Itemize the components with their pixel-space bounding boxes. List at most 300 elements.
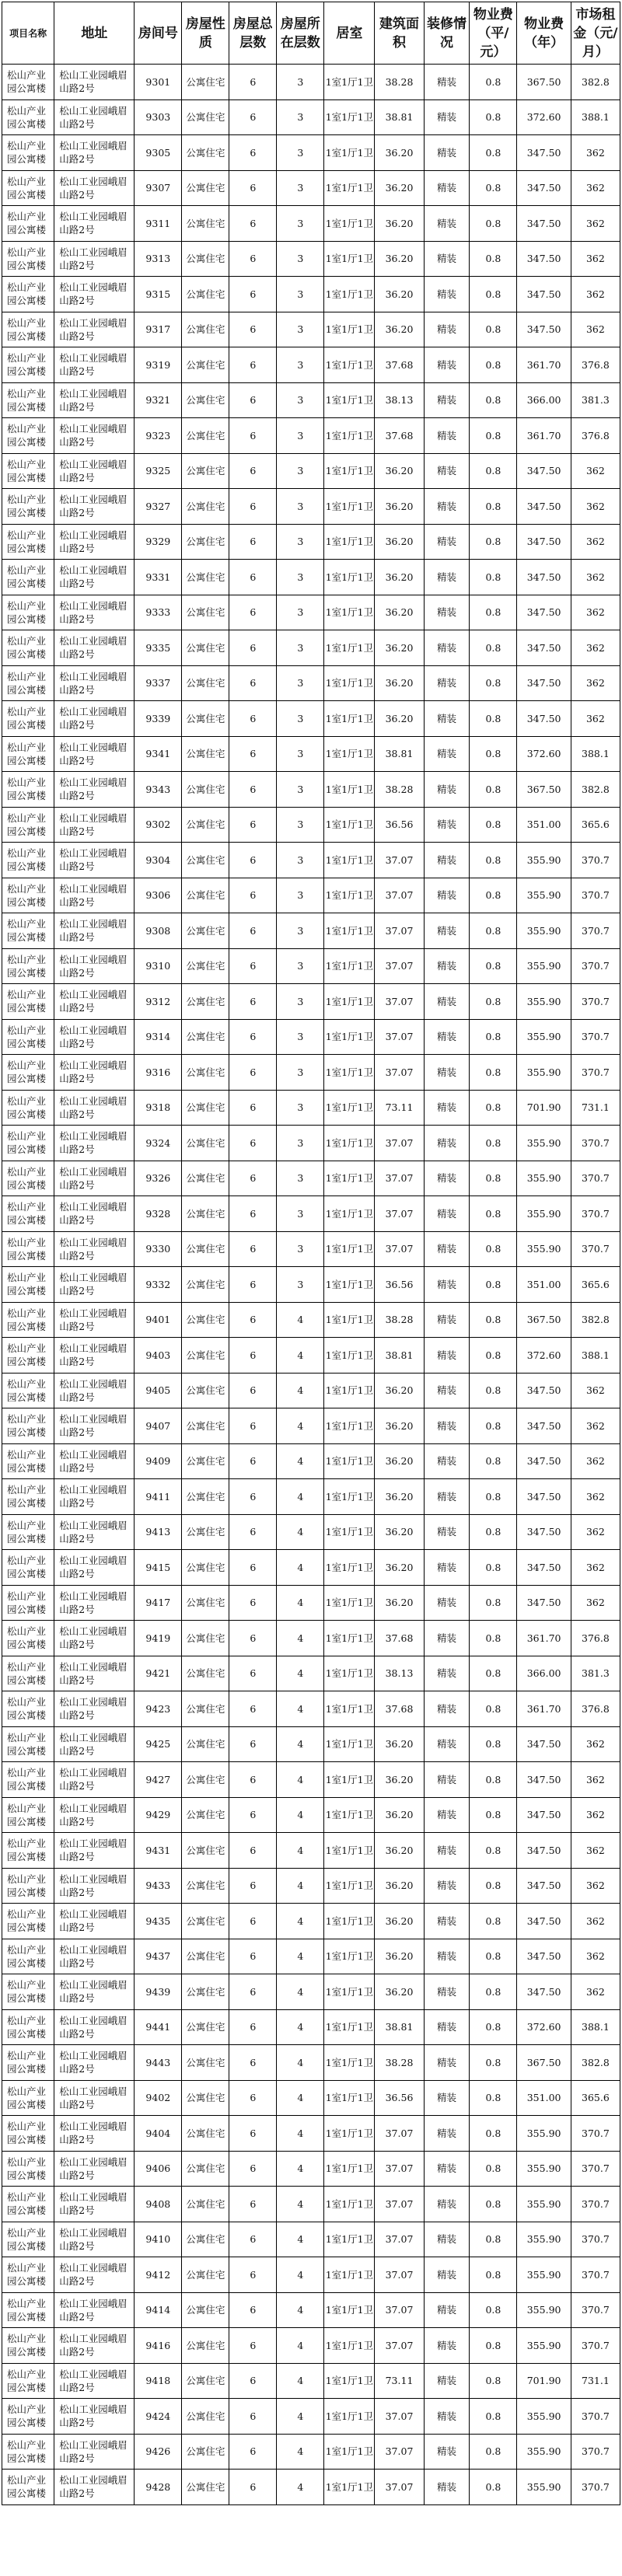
cell-layout: 1室1厅1卫 <box>324 347 375 383</box>
cell-project-name: 松山产业园公寓楼 <box>2 2399 54 2435</box>
cell-floor: 3 <box>277 984 324 1020</box>
cell-floor: 3 <box>277 1161 324 1196</box>
cell-floor: 4 <box>277 1904 324 1939</box>
cell-market-rent: 382.8 <box>571 2045 620 2081</box>
cell-property-type: 公寓住宅 <box>182 206 229 242</box>
cell-layout: 1室1厅1卫 <box>324 1868 375 1904</box>
cell-property-fee-year: 351.00 <box>517 1267 571 1303</box>
cell-layout: 1室1厅1卫 <box>324 2399 375 2435</box>
cell-layout: 1室1厅1卫 <box>324 1833 375 1869</box>
table-row <box>2 2292 620 2328</box>
cell-decoration: 精装 <box>424 1797 470 1833</box>
cell-room-number: 9416 <box>135 2328 182 2364</box>
cell-project-name: 松山产业园公寓楼 <box>2 1762 54 1798</box>
room-rent-table <box>2 2 620 2505</box>
cell-decoration: 精装 <box>424 913 470 949</box>
cell-market-rent: 370.7 <box>571 1231 620 1267</box>
cell-property-type: 公寓住宅 <box>182 1974 229 2010</box>
table-row <box>2 560 620 595</box>
cell-area: 73.11 <box>375 1090 424 1126</box>
cell-decoration: 精装 <box>424 1479 470 1515</box>
cell-area: 37.07 <box>375 2187 424 2222</box>
cell-project-name: 松山产业园公寓楼 <box>2 1019 54 1055</box>
table-row <box>2 1868 620 1904</box>
cell-property-fee-rate: 0.8 <box>470 948 517 984</box>
cell-decoration: 精装 <box>424 2328 470 2364</box>
table-row <box>2 807 620 843</box>
cell-decoration: 精装 <box>424 1267 470 1303</box>
cell-market-rent: 370.7 <box>571 2257 620 2293</box>
table-row <box>2 1833 620 1869</box>
cell-room-number: 9417 <box>135 1585 182 1621</box>
cell-property-fee-year: 347.50 <box>517 1939 571 1974</box>
cell-property-type: 公寓住宅 <box>182 1338 229 1374</box>
cell-property-type: 公寓住宅 <box>182 2187 229 2222</box>
cell-market-rent: 362 <box>571 1797 620 1833</box>
cell-address: 松山工业园峨眉山路2号 <box>54 1691 135 1727</box>
cell-area: 36.20 <box>375 1974 424 2010</box>
cell-room-number: 9404 <box>135 2116 182 2152</box>
cell-property-fee-year: 701.90 <box>517 2363 571 2399</box>
cell-property-fee-year: 347.50 <box>517 1514 571 1550</box>
cell-room-number: 9330 <box>135 1231 182 1267</box>
cell-area: 38.81 <box>375 736 424 772</box>
cell-market-rent: 362 <box>571 701 620 737</box>
cell-property-fee-rate: 0.8 <box>470 2292 517 2328</box>
cell-decoration: 精装 <box>424 2009 470 2045</box>
cell-room-number: 9316 <box>135 1055 182 1091</box>
cell-room-number: 9331 <box>135 560 182 595</box>
cell-decoration: 精装 <box>424 453 470 489</box>
cell-market-rent: 381.3 <box>571 382 620 418</box>
cell-market-rent: 370.7 <box>571 843 620 878</box>
cell-total-floors: 6 <box>229 2116 277 2152</box>
cell-property-fee-year: 361.70 <box>517 347 571 383</box>
table-row <box>2 1974 620 2010</box>
cell-total-floors: 6 <box>229 1514 277 1550</box>
cell-room-number: 9326 <box>135 1161 182 1196</box>
cell-area: 37.07 <box>375 878 424 913</box>
cell-room-number: 9415 <box>135 1550 182 1586</box>
cell-property-type: 公寓住宅 <box>182 2328 229 2364</box>
cell-property-fee-rate: 0.8 <box>470 2363 517 2399</box>
cell-property-fee-rate: 0.8 <box>470 1126 517 1161</box>
table-row <box>2 1585 620 1621</box>
cell-market-rent: 365.6 <box>571 2080 620 2116</box>
cell-project-name: 松山产业园公寓楼 <box>2 807 54 843</box>
cell-floor: 4 <box>277 1974 324 2010</box>
table-row <box>2 1514 620 1550</box>
cell-property-fee-year: 361.70 <box>517 418 571 454</box>
cell-area: 37.68 <box>375 1691 424 1727</box>
header-project-name: 项目名称 <box>2 2 54 65</box>
cell-area: 36.20 <box>375 1550 424 1586</box>
cell-layout: 1室1厅1卫 <box>324 1904 375 1939</box>
cell-property-type: 公寓住宅 <box>182 1762 229 1798</box>
cell-property-type: 公寓住宅 <box>182 2470 229 2505</box>
cell-project-name: 松山产业园公寓楼 <box>2 65 54 100</box>
cell-market-rent: 362 <box>571 453 620 489</box>
cell-property-fee-rate: 0.8 <box>470 1691 517 1727</box>
cell-room-number: 9429 <box>135 1797 182 1833</box>
cell-property-fee-rate: 0.8 <box>470 2328 517 2364</box>
cell-address: 松山工业园峨眉山路2号 <box>54 1797 135 1833</box>
cell-decoration: 精装 <box>424 1833 470 1869</box>
cell-layout: 1室1厅1卫 <box>324 1479 375 1515</box>
cell-decoration: 精装 <box>424 382 470 418</box>
cell-total-floors: 6 <box>229 948 277 984</box>
cell-address: 松山工业园峨眉山路2号 <box>54 1373 135 1408</box>
cell-property-fee-year: 347.50 <box>517 1373 571 1408</box>
cell-area: 37.07 <box>375 2434 424 2470</box>
cell-area: 36.20 <box>375 1904 424 1939</box>
cell-room-number: 9306 <box>135 878 182 913</box>
cell-floor: 4 <box>277 2328 324 2364</box>
cell-property-type: 公寓住宅 <box>182 170 229 206</box>
cell-property-fee-rate: 0.8 <box>470 135 517 171</box>
cell-area: 36.56 <box>375 807 424 843</box>
cell-market-rent: 388.1 <box>571 2009 620 2045</box>
cell-floor: 4 <box>277 2151 324 2187</box>
header-property-fee-year: 物业费（年） <box>517 2 571 65</box>
cell-property-type: 公寓住宅 <box>182 595 229 630</box>
cell-total-floors: 6 <box>229 1055 277 1091</box>
table-row <box>2 878 620 913</box>
cell-market-rent: 376.8 <box>571 1621 620 1656</box>
cell-room-number: 9307 <box>135 170 182 206</box>
cell-property-fee-year: 372.60 <box>517 99 571 135</box>
cell-market-rent: 362 <box>571 1868 620 1904</box>
cell-market-rent: 362 <box>571 1585 620 1621</box>
cell-area: 37.07 <box>375 2328 424 2364</box>
cell-market-rent: 362 <box>571 1514 620 1550</box>
cell-total-floors: 6 <box>229 2434 277 2470</box>
cell-room-number: 9411 <box>135 1479 182 1515</box>
cell-market-rent: 370.7 <box>571 984 620 1020</box>
table-row <box>2 1126 620 1161</box>
cell-room-number: 9428 <box>135 2470 182 2505</box>
cell-address: 松山工业园峨眉山路2号 <box>54 1868 135 1904</box>
cell-floor: 3 <box>277 489 324 525</box>
table-row <box>2 665 620 701</box>
cell-project-name: 松山产业园公寓楼 <box>2 2009 54 2045</box>
cell-total-floors: 6 <box>229 1196 277 1232</box>
cell-property-fee-rate: 0.8 <box>470 99 517 135</box>
cell-area: 36.20 <box>375 1833 424 1869</box>
cell-property-fee-rate: 0.8 <box>470 843 517 878</box>
cell-property-fee-rate: 0.8 <box>470 382 517 418</box>
cell-decoration: 精装 <box>424 1656 470 1691</box>
cell-address: 松山工业园峨眉山路2号 <box>54 453 135 489</box>
cell-area: 37.68 <box>375 418 424 454</box>
cell-property-type: 公寓住宅 <box>182 99 229 135</box>
cell-decoration: 精装 <box>424 2470 470 2505</box>
cell-room-number: 9313 <box>135 241 182 277</box>
cell-layout: 1室1厅1卫 <box>324 1126 375 1161</box>
cell-market-rent: 376.8 <box>571 1691 620 1727</box>
cell-property-fee-rate: 0.8 <box>470 1797 517 1833</box>
cell-market-rent: 370.7 <box>571 2187 620 2222</box>
cell-area: 38.81 <box>375 2009 424 2045</box>
cell-property-fee-year: 355.90 <box>517 2399 571 2435</box>
cell-address: 松山工业园峨眉山路2号 <box>54 2116 135 2152</box>
cell-address: 松山工业园峨眉山路2号 <box>54 1302 135 1338</box>
cell-room-number: 9414 <box>135 2292 182 2328</box>
cell-address: 松山工业园峨眉山路2号 <box>54 1621 135 1656</box>
cell-decoration: 精装 <box>424 1196 470 1232</box>
cell-address: 松山工业园峨眉山路2号 <box>54 772 135 808</box>
cell-layout: 1室1厅1卫 <box>324 241 375 277</box>
cell-total-floors: 6 <box>229 170 277 206</box>
table-row <box>2 1161 620 1196</box>
cell-area: 37.07 <box>375 2470 424 2505</box>
cell-property-type: 公寓住宅 <box>182 2363 229 2399</box>
table-row <box>2 984 620 1020</box>
cell-total-floors: 6 <box>229 1479 277 1515</box>
table-row <box>2 65 620 100</box>
cell-total-floors: 6 <box>229 665 277 701</box>
header-area: 建筑面积 <box>375 2 424 65</box>
cell-property-fee-year: 355.90 <box>517 2434 571 2470</box>
cell-project-name: 松山产业园公寓楼 <box>2 1443 54 1479</box>
cell-room-number: 9401 <box>135 1302 182 1338</box>
cell-total-floors: 6 <box>229 1691 277 1727</box>
cell-room-number: 9310 <box>135 948 182 984</box>
cell-total-floors: 6 <box>229 524 277 560</box>
cell-property-type: 公寓住宅 <box>182 1055 229 1091</box>
cell-floor: 3 <box>277 1267 324 1303</box>
cell-room-number: 9433 <box>135 1868 182 1904</box>
cell-layout: 1室1厅1卫 <box>324 1055 375 1091</box>
cell-room-number: 9332 <box>135 1267 182 1303</box>
cell-floor: 4 <box>277 1302 324 1338</box>
cell-room-number: 9339 <box>135 701 182 737</box>
cell-room-number: 9325 <box>135 453 182 489</box>
cell-project-name: 松山产业园公寓楼 <box>2 2116 54 2152</box>
cell-project-name: 松山产业园公寓楼 <box>2 665 54 701</box>
cell-project-name: 松山产业园公寓楼 <box>2 1726 54 1762</box>
cell-room-number: 9410 <box>135 2222 182 2257</box>
cell-decoration: 精装 <box>424 1126 470 1161</box>
cell-floor: 3 <box>277 665 324 701</box>
table-row <box>2 1019 620 1055</box>
cell-project-name: 松山产业园公寓楼 <box>2 1656 54 1691</box>
cell-room-number: 9425 <box>135 1726 182 1762</box>
cell-property-type: 公寓住宅 <box>182 878 229 913</box>
cell-property-type: 公寓住宅 <box>182 1585 229 1621</box>
cell-market-rent: 388.1 <box>571 1338 620 1374</box>
cell-room-number: 9318 <box>135 1090 182 1126</box>
cell-total-floors: 6 <box>229 1868 277 1904</box>
cell-decoration: 精装 <box>424 1868 470 1904</box>
cell-property-fee-rate: 0.8 <box>470 1939 517 1974</box>
cell-total-floors: 6 <box>229 1090 277 1126</box>
cell-market-rent: 362 <box>571 206 620 242</box>
cell-property-fee-rate: 0.8 <box>470 65 517 100</box>
cell-address: 松山工业园峨眉山路2号 <box>54 1585 135 1621</box>
cell-property-fee-year: 355.90 <box>517 1231 571 1267</box>
cell-floor: 4 <box>277 1585 324 1621</box>
cell-project-name: 松山产业园公寓楼 <box>2 277 54 312</box>
cell-floor: 3 <box>277 312 324 347</box>
cell-floor: 3 <box>277 772 324 808</box>
cell-total-floors: 6 <box>229 241 277 277</box>
cell-total-floors: 6 <box>229 99 277 135</box>
cell-area: 37.07 <box>375 2116 424 2152</box>
header-layout: 居室 <box>324 2 375 65</box>
cell-property-type: 公寓住宅 <box>182 1231 229 1267</box>
cell-property-fee-year: 372.60 <box>517 1338 571 1374</box>
cell-market-rent: 370.7 <box>571 913 620 949</box>
cell-property-fee-year: 355.90 <box>517 1196 571 1232</box>
cell-address: 松山工业园峨眉山路2号 <box>54 2328 135 2364</box>
cell-project-name: 松山产业园公寓楼 <box>2 843 54 878</box>
cell-address: 松山工业园峨眉山路2号 <box>54 2434 135 2470</box>
cell-area: 36.20 <box>375 241 424 277</box>
cell-decoration: 精装 <box>424 1726 470 1762</box>
table-row <box>2 382 620 418</box>
cell-property-fee-rate: 0.8 <box>470 1090 517 1126</box>
cell-decoration: 精装 <box>424 2257 470 2293</box>
cell-total-floors: 6 <box>229 135 277 171</box>
cell-decoration: 精装 <box>424 1939 470 1974</box>
cell-property-fee-year: 347.50 <box>517 1479 571 1515</box>
cell-total-floors: 6 <box>229 1550 277 1586</box>
cell-property-fee-rate: 0.8 <box>470 736 517 772</box>
cell-property-fee-rate: 0.8 <box>470 595 517 630</box>
cell-address: 松山工业园峨眉山路2号 <box>54 878 135 913</box>
cell-decoration: 精装 <box>424 65 470 100</box>
cell-project-name: 松山产业园公寓楼 <box>2 1974 54 2010</box>
cell-market-rent: 362 <box>571 170 620 206</box>
cell-market-rent: 370.7 <box>571 948 620 984</box>
cell-project-name: 松山产业园公寓楼 <box>2 312 54 347</box>
cell-total-floors: 6 <box>229 2222 277 2257</box>
cell-property-fee-year: 347.50 <box>517 1550 571 1586</box>
cell-area: 36.20 <box>375 170 424 206</box>
table-row <box>2 2222 620 2257</box>
cell-decoration: 精装 <box>424 984 470 1020</box>
table-row <box>2 1231 620 1267</box>
cell-room-number: 9341 <box>135 736 182 772</box>
cell-property-type: 公寓住宅 <box>182 736 229 772</box>
cell-decoration: 精装 <box>424 2080 470 2116</box>
cell-area: 73.11 <box>375 2363 424 2399</box>
cell-decoration: 精装 <box>424 560 470 595</box>
cell-property-type: 公寓住宅 <box>182 1267 229 1303</box>
cell-room-number: 9406 <box>135 2151 182 2187</box>
cell-room-number: 9333 <box>135 595 182 630</box>
cell-area: 37.68 <box>375 1621 424 1656</box>
cell-decoration: 精装 <box>424 1514 470 1550</box>
cell-property-fee-year: 347.50 <box>517 560 571 595</box>
cell-layout: 1室1厅1卫 <box>324 489 375 525</box>
cell-property-fee-year: 355.90 <box>517 2328 571 2364</box>
header-total-floors: 房屋总层数 <box>229 2 277 65</box>
cell-property-fee-rate: 0.8 <box>470 2151 517 2187</box>
cell-area: 36.20 <box>375 524 424 560</box>
cell-decoration: 精装 <box>424 524 470 560</box>
cell-property-fee-rate: 0.8 <box>470 1231 517 1267</box>
cell-area: 38.81 <box>375 1338 424 1374</box>
table-row <box>2 948 620 984</box>
cell-project-name: 松山产业园公寓楼 <box>2 1267 54 1303</box>
cell-room-number: 9412 <box>135 2257 182 2293</box>
table-row <box>2 312 620 347</box>
cell-project-name: 松山产业园公寓楼 <box>2 1939 54 1974</box>
cell-total-floors: 6 <box>229 418 277 454</box>
cell-property-fee-rate: 0.8 <box>470 2045 517 2081</box>
cell-total-floors: 6 <box>229 1302 277 1338</box>
cell-property-fee-rate: 0.8 <box>470 1514 517 1550</box>
cell-market-rent: 362 <box>571 1550 620 1586</box>
cell-property-fee-rate: 0.8 <box>470 1408 517 1444</box>
cell-floor: 3 <box>277 1019 324 1055</box>
cell-address: 松山工业园峨眉山路2号 <box>54 1762 135 1798</box>
cell-area: 37.07 <box>375 984 424 1020</box>
cell-layout: 1室1厅1卫 <box>324 665 375 701</box>
cell-area: 36.20 <box>375 1797 424 1833</box>
table-row <box>2 170 620 206</box>
cell-market-rent: 370.7 <box>571 878 620 913</box>
cell-layout: 1室1厅1卫 <box>324 2009 375 2045</box>
cell-property-fee-year: 347.50 <box>517 453 571 489</box>
cell-project-name: 松山产业园公寓楼 <box>2 382 54 418</box>
cell-layout: 1室1厅1卫 <box>324 2222 375 2257</box>
cell-floor: 4 <box>277 2257 324 2293</box>
table-row <box>2 2434 620 2470</box>
cell-market-rent: 370.7 <box>571 2470 620 2505</box>
cell-property-fee-rate: 0.8 <box>470 524 517 560</box>
cell-property-type: 公寓住宅 <box>182 2080 229 2116</box>
cell-layout: 1室1厅1卫 <box>324 135 375 171</box>
cell-decoration: 精装 <box>424 1443 470 1479</box>
cell-layout: 1室1厅1卫 <box>324 1196 375 1232</box>
cell-address: 松山工业园峨眉山路2号 <box>54 665 135 701</box>
cell-property-fee-year: 355.90 <box>517 984 571 1020</box>
cell-total-floors: 6 <box>229 1974 277 2010</box>
cell-total-floors: 6 <box>229 1833 277 1869</box>
cell-floor: 3 <box>277 913 324 949</box>
table-row <box>2 1691 620 1727</box>
cell-total-floors: 6 <box>229 1267 277 1303</box>
cell-address: 松山工业园峨眉山路2号 <box>54 1267 135 1303</box>
cell-total-floors: 6 <box>229 1338 277 1374</box>
table-row <box>2 2363 620 2399</box>
cell-room-number: 9409 <box>135 1443 182 1479</box>
cell-project-name: 松山产业园公寓楼 <box>2 2328 54 2364</box>
cell-room-number: 9319 <box>135 347 182 383</box>
cell-property-type: 公寓住宅 <box>182 1621 229 1656</box>
table-row <box>2 1904 620 1939</box>
cell-total-floors: 6 <box>229 206 277 242</box>
cell-total-floors: 6 <box>229 65 277 100</box>
cell-property-fee-rate: 0.8 <box>470 2470 517 2505</box>
cell-market-rent: 382.8 <box>571 65 620 100</box>
cell-property-fee-year: 355.90 <box>517 1019 571 1055</box>
cell-total-floors: 6 <box>229 1019 277 1055</box>
cell-property-fee-rate: 0.8 <box>470 418 517 454</box>
cell-property-fee-rate: 0.8 <box>470 807 517 843</box>
cell-property-type: 公寓住宅 <box>182 2151 229 2187</box>
cell-address: 松山工业园峨眉山路2号 <box>54 560 135 595</box>
cell-address: 松山工业园峨眉山路2号 <box>54 2045 135 2081</box>
cell-address: 松山工业园峨眉山路2号 <box>54 1550 135 1586</box>
cell-layout: 1室1厅1卫 <box>324 1621 375 1656</box>
cell-property-type: 公寓住宅 <box>182 1904 229 1939</box>
cell-room-number: 9419 <box>135 1621 182 1656</box>
cell-property-fee-rate: 0.8 <box>470 312 517 347</box>
